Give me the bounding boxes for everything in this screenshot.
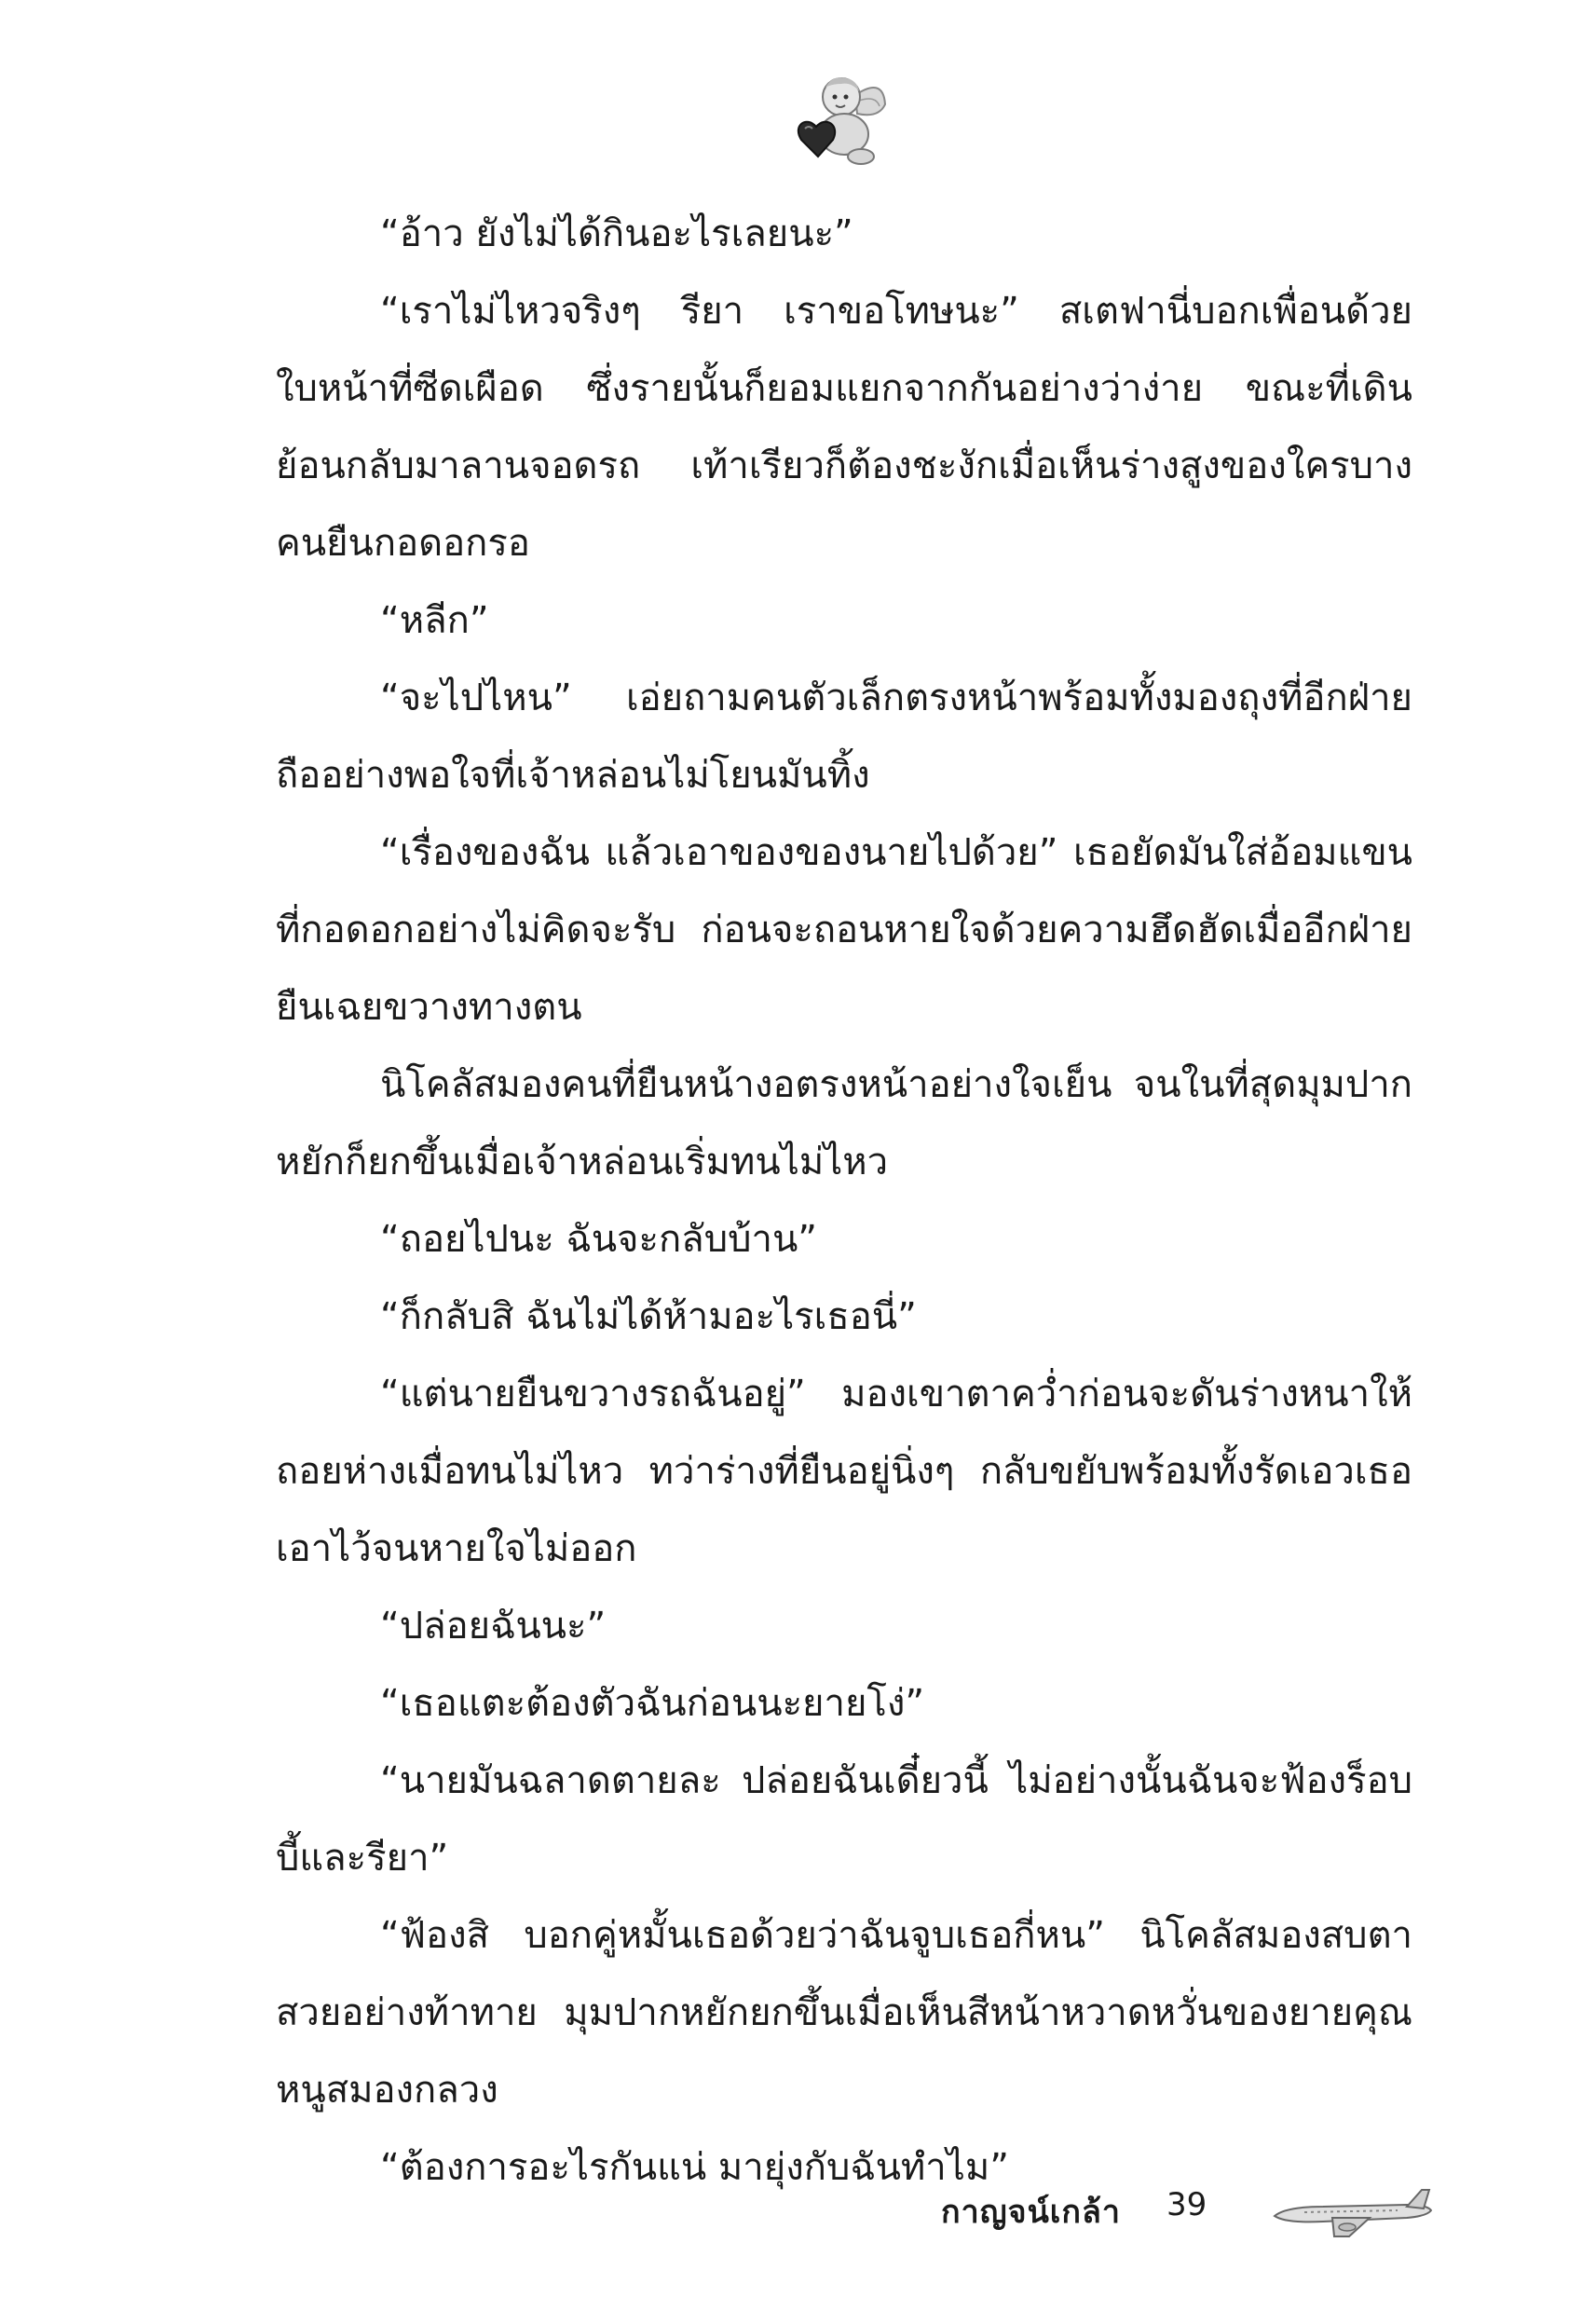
paragraph: นิโคลัสมองคนที่ยืนหน้างอตรงหน้าอย่างใจเย็น จนในที่สุดมุมปากหยักก็ยกขึ้นเมื่อเจ้าหล่อนเริ่มทนไม่ไหว: [276, 1063, 1412, 1183]
story-text: [276, 196, 1412, 2207]
paragraph: “แต่นายยืนขวางรถฉันอยู่” มองเขาตาคว่ำก่อนจะดันร่างหนาให้ถอยห่างเมื่อทนไม่ไหว ทว่าร่างที่ยืนอยู่นิ่งๆ กลับขยับพร้อมทั้งรัดเอวเธอเอาไว้จนหายใจไม่ออก: [276, 1373, 1412, 1570]
paragraph: “เธอแตะต้องตัวฉันก่อนนะยายโง่”: [380, 1682, 925, 1725]
paragraph: “เราไม่ไหวจริงๆ รียา เราขอโทษนะ” สเตฟานี่บอกเพื่อนด้วยใบหน้าที่ซีดเผือด ซึ่งรายนั้นก็ยอมแยกจากกันอย่างว่าง่าย ขณะที่เดินย้อนกลับมาลานจอดรถ เท้าเรียวก็ต้องชะงักเมื่อเห็นร่างสูงของใครบางคนยืนกอดอกรอ: [276, 290, 1412, 565]
paragraph: “ถอยไปนะ ฉันจะกลับบ้าน”: [380, 1218, 818, 1261]
author-name: กาญจน์เกล้า: [941, 2194, 1121, 2231]
paragraph: “ฟ้องสิ บอกคู่หมั้นเธอด้วยว่าฉันจูบเธอกี่หน” นิโคลัสมองสบตาสวยอย่างท้าทาย มุมปากหยักยกขึ้นเมื่อเห็นสีหน้าหวาดหวั่นของยายคุณหนูสมองกลวง: [276, 1914, 1412, 2112]
paragraph: “ต้องการอะไรกันแน่ มายุ่งกับฉันทำไม”: [380, 2146, 1009, 2189]
cupid-with-heart-icon: [790, 67, 893, 170]
page-footer: [0, 2181, 1596, 2255]
paragraph: “หลีก”: [380, 599, 489, 642]
paragraph: “ก็กลับสิ ฉันไม่ได้ห้ามอะไรเธอนี่”: [380, 1295, 917, 1338]
paragraph: “ปล่อยฉันนะ”: [380, 1605, 607, 1648]
paragraph: “อ้าว ยังไม่ได้กินอะไรเลยนะ”: [380, 212, 853, 255]
paragraph: “เรื่องของฉัน แล้วเอาของของนายไปด้วย” เธอยัดมันใส่อ้อมแขนที่กอดอกอย่างไม่คิดจะรับ ก่อนจะถอนหายใจด้วยความฮึดฮัดเมื่ออีกฝ่ายยืนเฉยขวางทางตน: [276, 831, 1412, 1029]
airplane-icon: [1267, 2184, 1435, 2240]
paragraph: “จะไปไหน” เอ่ยถามคนตัวเล็กตรงหน้าพร้อมทั้งมองถุงที่อีกฝ่ายถืออย่างพอใจที่เจ้าหล่อนไม่โยนมันทิ้ง: [276, 677, 1412, 797]
page-number: 39: [1166, 2186, 1207, 2223]
paragraph: “นายมันฉลาดตายละ ปล่อยฉันเดี๋ยวนี้ ไม่อย่างนั้นฉันจะฟ้องร็อบบี้และรียา”: [276, 1759, 1412, 1880]
